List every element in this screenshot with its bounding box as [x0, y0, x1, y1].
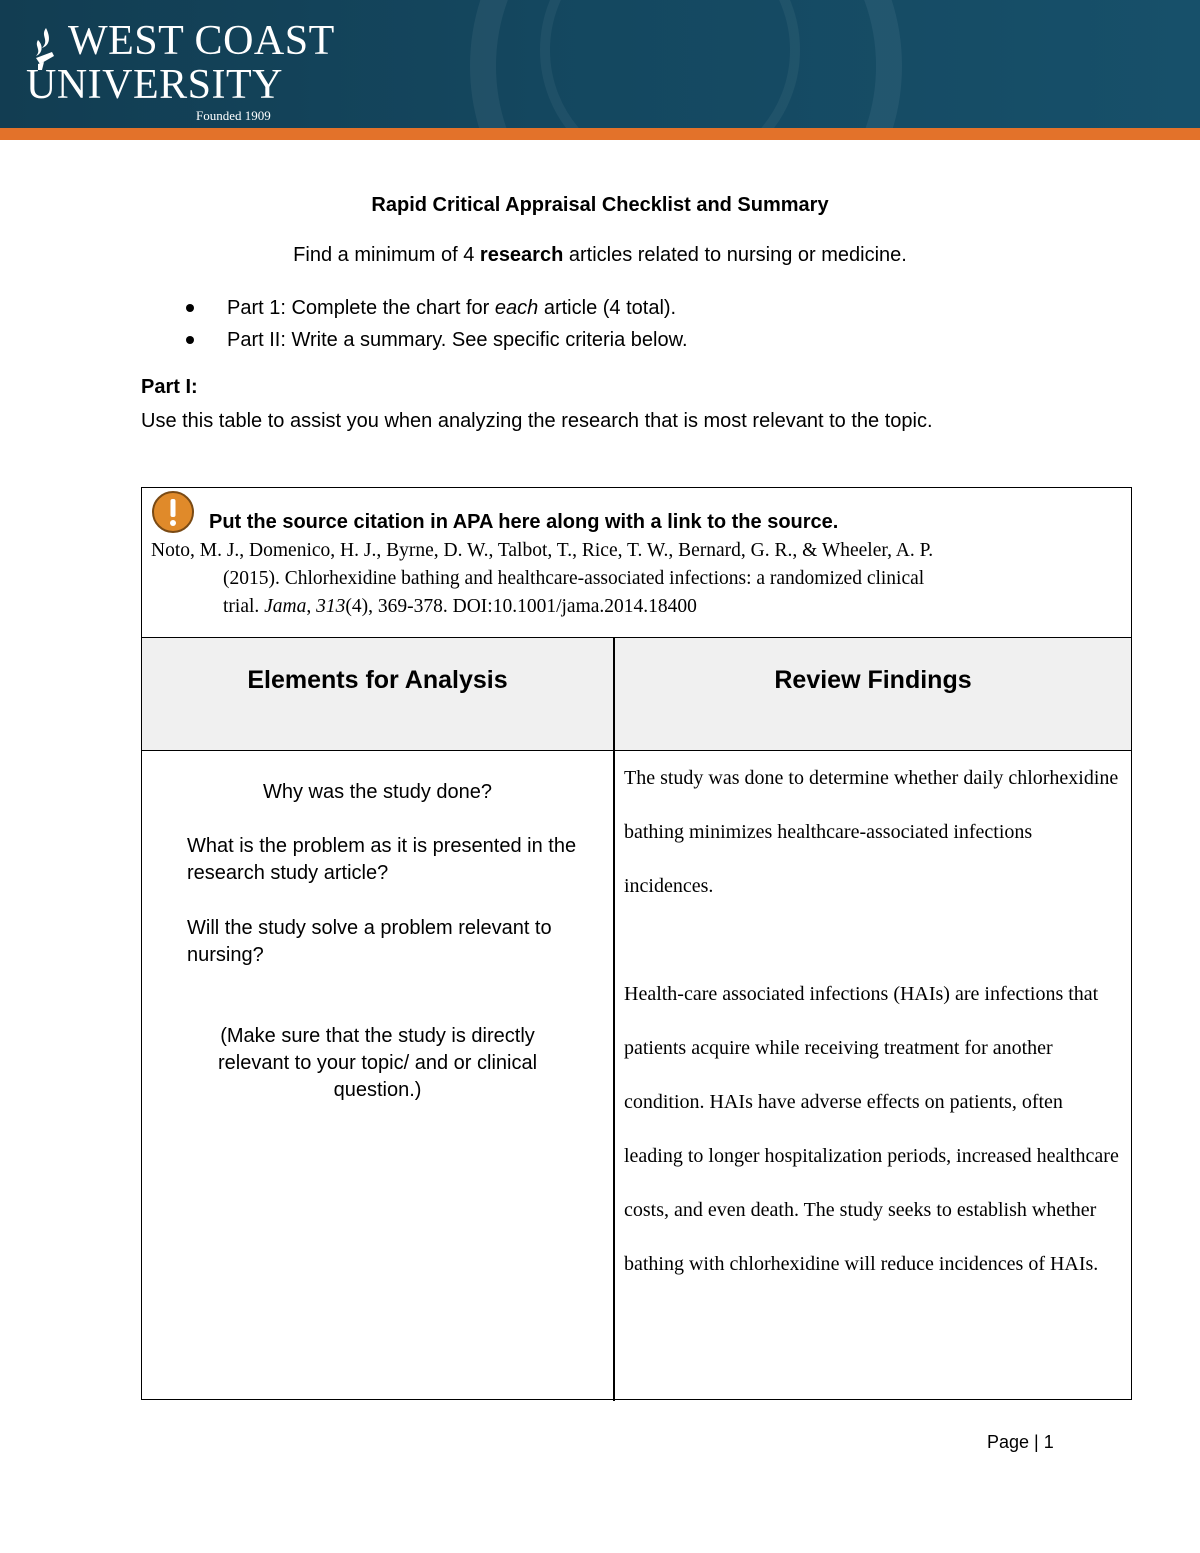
part-heading: Part I: [141, 376, 198, 398]
citation-row [142, 488, 1131, 638]
journal-volume: 313 [316, 596, 346, 617]
header-elements-for-analysis: Elements for Analysis [247, 666, 508, 694]
page-number: Page | 1 [987, 1432, 1054, 1452]
instruction-bullets [186, 294, 688, 358]
part-description: Use this table to assist you when analyzing the research that is most relevant to the topic. [141, 410, 933, 432]
citation-line: trial. Jama, 313(4), 369-378. DOI:10.1001/jama.2014.18400 [223, 596, 697, 617]
question-note: (Make sure that the study is directly relevant to your topic/ and or clinical question.) [217, 1025, 538, 1101]
logo-wordmark-bottom: UNIVERSITY [26, 62, 283, 108]
question-problem: What is the problem as it is presented in the research study article? [187, 835, 577, 884]
review-findings [624, 751, 1124, 1291]
appraisal-table [141, 487, 1132, 1400]
instruction-line [0, 244, 1200, 267]
logo-founded: Founded 1909 [196, 108, 271, 123]
journal-name: Jama [264, 596, 307, 617]
citation-line: (2015). Chlorhexidine bathing and healthcare-associated infections: a randomized clinical [223, 568, 925, 589]
instruction-post: articles related to nursing or medicine. [563, 244, 907, 266]
bullet-item: Part 1: Complete the chart for each article (4 total). [186, 294, 688, 326]
citation-line: Noto, M. J., Domenico, H. J., Byrne, D. W., Talbot, T., Rice, T. W., Bernard, G. R., & Wheeler, A. P. [151, 540, 934, 561]
finding-paragraph: The study was done to determine whether daily chlorhexidine bathing minimizes healthcare-associated infections incidences. [624, 767, 1119, 897]
logo-wordmark-top: WEST COAST [68, 18, 335, 64]
question-relevance: Will the study solve a problem relevant to nursing? [187, 917, 552, 966]
table-body-row [142, 751, 1131, 1399]
finding-paragraph: Health-care associated infections (HAIs) are infections that patients acquire while receiving treatment for another condition. HAIs have adverse effects on patients, often leading to longer hospitalization periods, increased healthcare costs, and even death. The study seeks to establish whether bathing with chlorhexidine will reduce incidences of HAIs. [624, 983, 1119, 1275]
question-why: Why was the study done? [262, 781, 492, 803]
document-title: Rapid Critical Appraisal Checklist and Summary [371, 194, 829, 216]
apa-citation [151, 537, 1116, 621]
banner-accent-stripe [0, 128, 1200, 140]
analysis-questions [142, 779, 613, 1104]
exclamation-circle-icon [151, 490, 195, 534]
citation-heading: Put the source citation in APA here along with a link to the source. [209, 511, 839, 533]
seal-watermark-inner [540, 0, 800, 128]
instruction-bold: research [479, 244, 564, 266]
table-header-row [142, 638, 1131, 751]
header-review-findings: Review Findings [774, 666, 972, 694]
bullet-item: Part II: Write a summary. See specific criteria below. [186, 326, 688, 358]
instruction-pre: Find a minimum of 4 [293, 244, 480, 266]
university-banner [0, 0, 1200, 128]
